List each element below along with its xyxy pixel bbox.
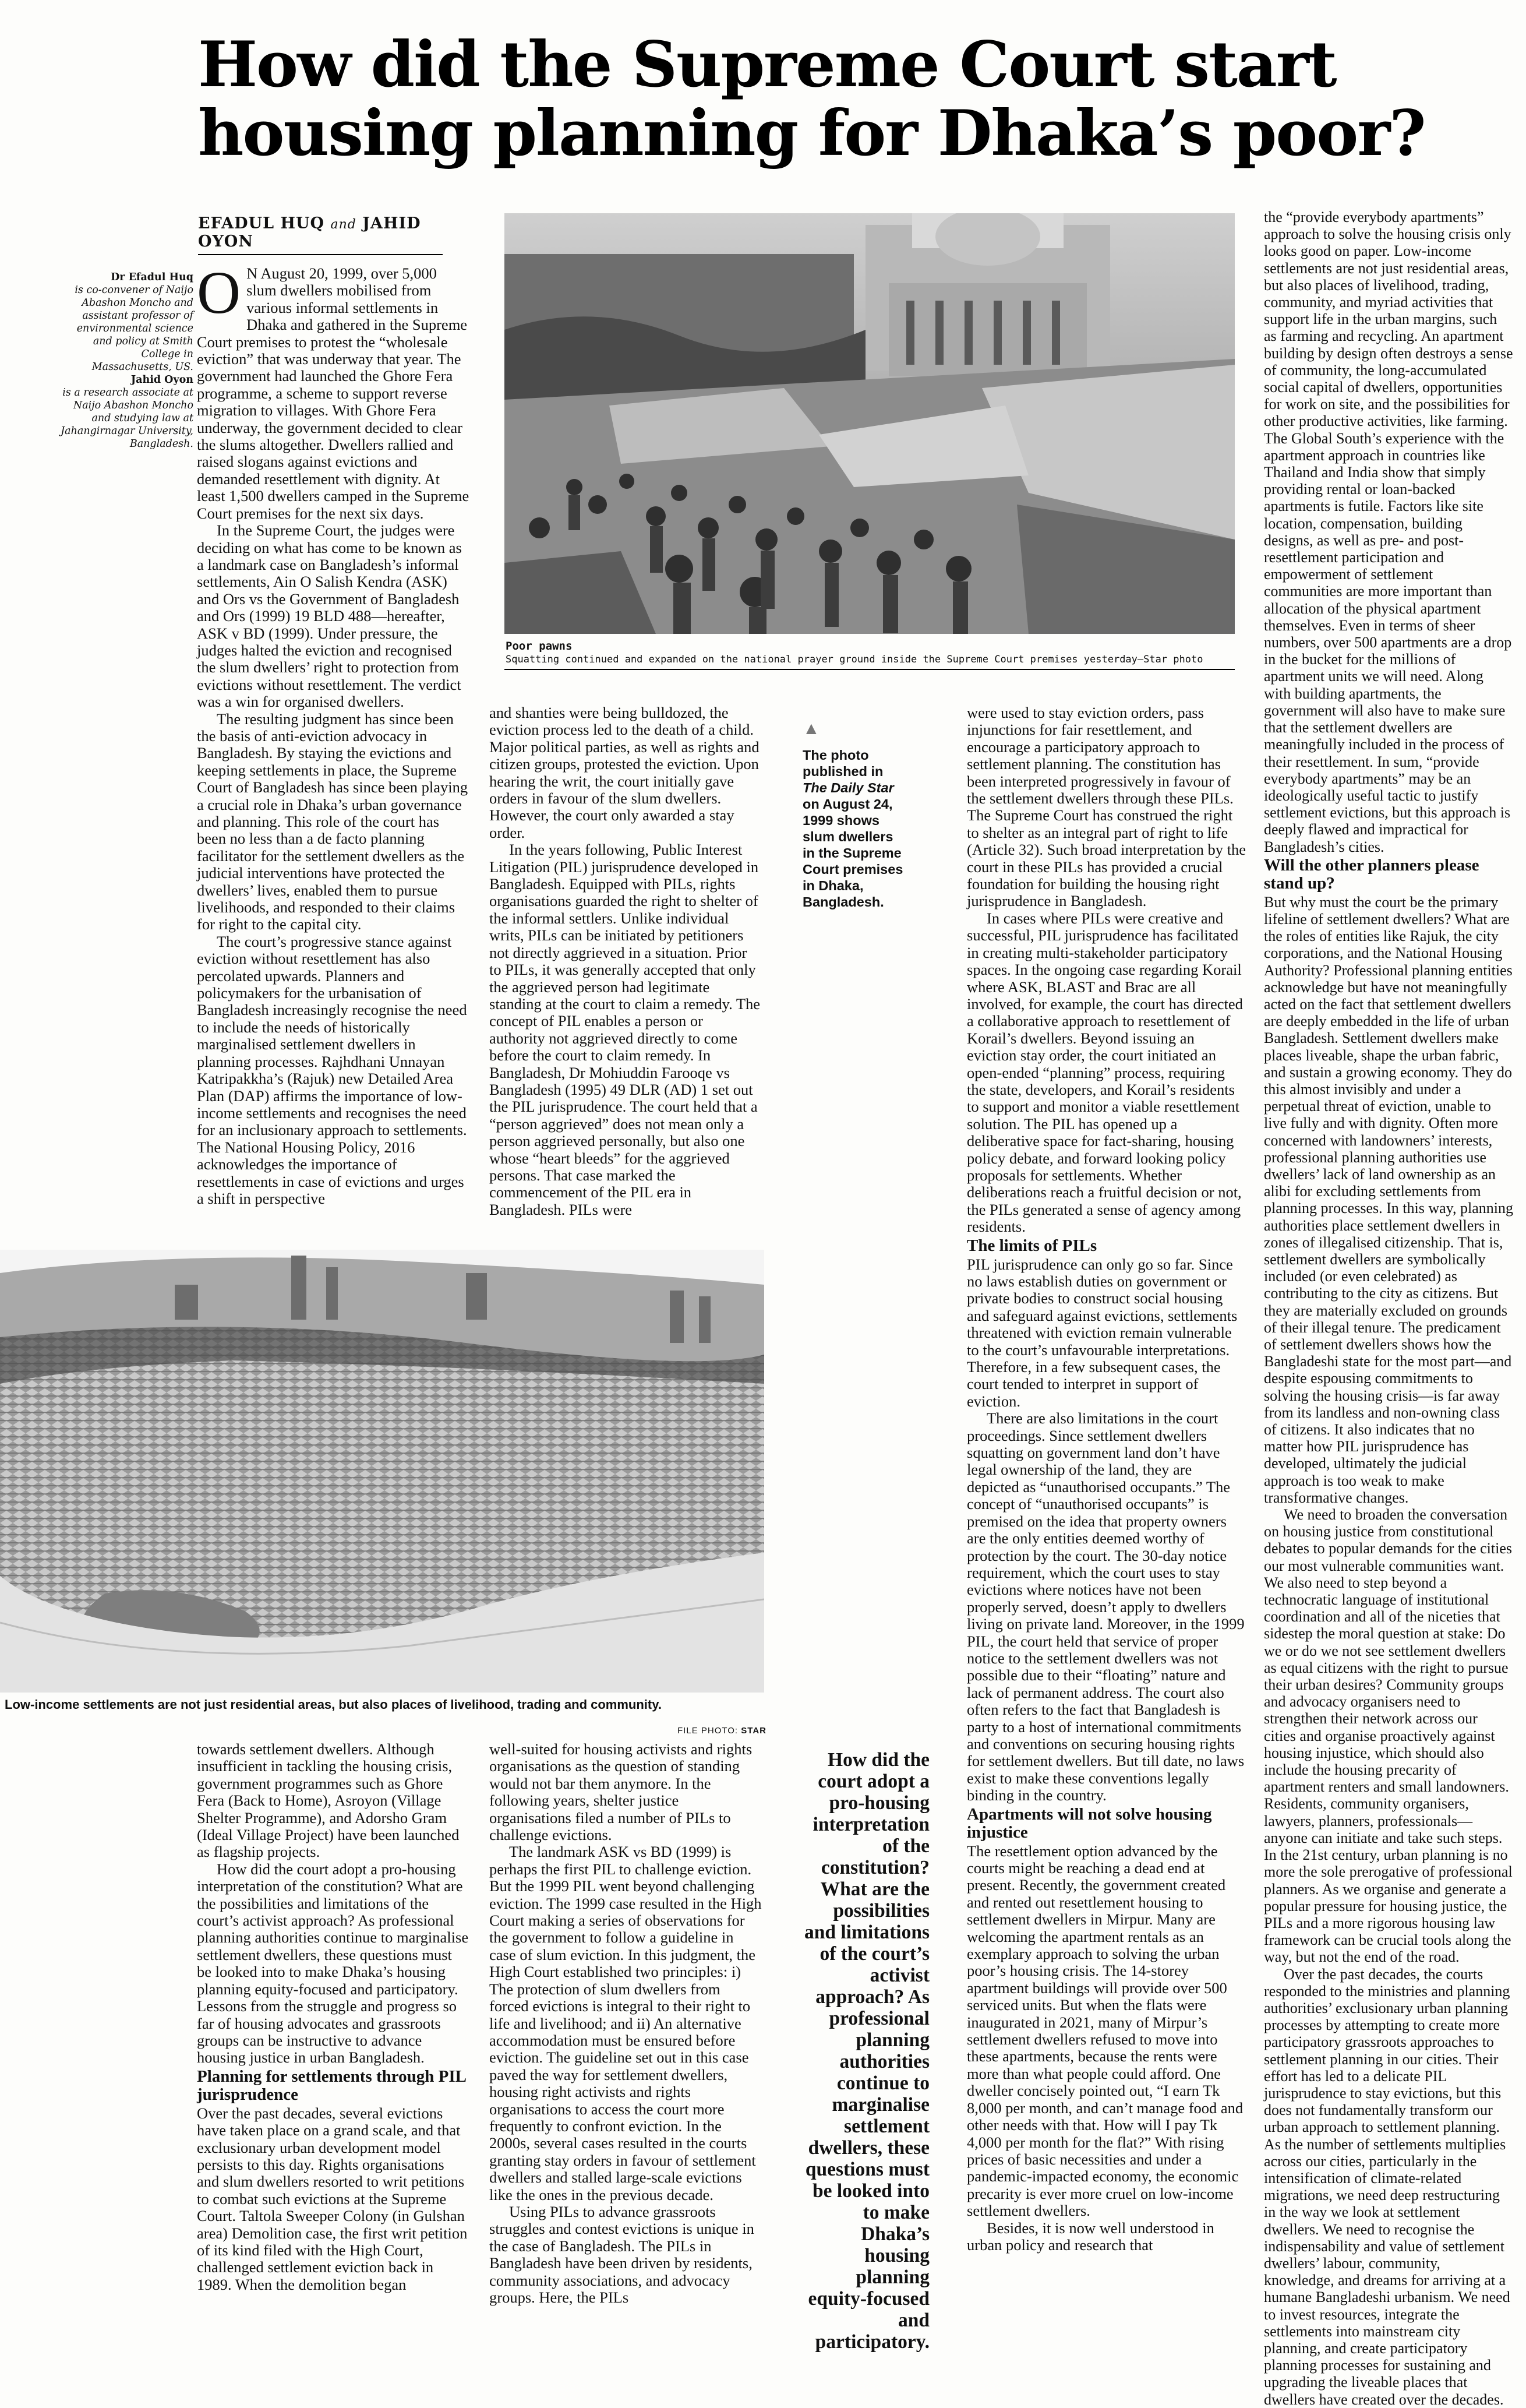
paragraph: In the Supreme Court, the judges were deciding on what has come to be known as a landmark case on Bangladesh’s informal settlements, Ain O Salish Kendra (ASK) and Ors vs the Government of Bangladesh and Ors (1999) 19 BLD 488—hereafter, ASK v BD (1999). Under pressure, the judges halted the eviction and recognised the slum dwellers’ right to protection from evictions without resettlement. The verdict was a win for organised dwellers. bbox=[197, 521, 462, 711]
up-arrow-icon: ▲ bbox=[803, 719, 820, 738]
caption-rule bbox=[504, 669, 1235, 670]
paragraph: the “provide everybody apartments” approach to solve the housing crisis only looks good on paper. Low-income settlements are not just residential areas, but also places of livelihood, trading, community, and myriad activities that support life in the urban margins, such as farming and recycling. An apartment building by design often destroys a sense of community, the long-accumulated social capital of dwellers, opportunities for work on site, and the possibilities for other productive activities, like farming. The Global South’s experience with the apartment approach in countries like Thailand and India show that simply providing rental or loan-backed apartments is futile. Factors like site location, compensation, building designs, as well as pre- and post-resettlement participation and empowerment of settlement communities are more important than allocation of the physical apartment themselves. Even in terms of sheer numbers, over 500 apartments are a drop in the bucket for the millions of apartment units we will need. Along with building apartments, the government will also have to make sure that the settlement dwellers are meaningfully included in the process of their resettlement. In sum, “provide everybody apartments” may be an ideologically useful tactic to justify settlement evictions, but this approach is deeply flawed and impractical for Bangladesh’s cities. bbox=[1264, 209, 1513, 855]
paragraph: O N August 20, 1999, over 5,000 slum dwellers mobilised from various informal settlements in Dhaka and gathered in the Supreme Court premises to protest the “wholesale eviction” that was underway that year. The government had launched the Ghore Fera programme, a scheme to support reverse migration to villages. With Ghore Fera underway, the government decided to clear the slums altogether. Dwellers rallied and raised slogans against evictions and demanded resettlement with dignity. At least 1,500 dwellers camped in the Supreme Court premises for the next six days. bbox=[197, 259, 469, 522]
paragraph: We need to broaden the conversation on housing justice from constitutional debates to popular demands for the cities our most vulnerable communities want. We also need to step beyond a technocratic language of institutional coordination and all of the niceties that sidestep the moral question at stake: Do we or do we not see settlement dwellers as equal citizens with the right to pursue their urban desires? Community groups and advocacy organisers need to strengthen their network across our cities and organise proactively against housing injustice, which should also include the housing precarity of apartment renters and small landowners. Residents, community organisers, lawyers, planners, professionals—anyone can initiate and take such steps. In the 21st century, urban planning is no more the sole prerogative of professional planners. As we organise and generate a popular pressure for housing justice, the PILs and a more rigorous housing law framework can be crucial tools along the way, but not the end of the road. bbox=[1264, 1506, 1513, 1966]
photo-caption bbox=[506, 640, 1235, 666]
byline bbox=[198, 214, 443, 255]
paragraph: But why must the court be the primary lifeline of settlement dwellers? What are the roles of entities like Rajuk, the city corporations, and the National Housing Authority? Professional planning entities acknowledge but have not meaningfully acted on the fact that settlement dwellers are deeply embedded in the life of urban Bangladesh. Settlement dwellers make places liveable, shape the urban fabric, and sustain a growing economy. They do this almost invisibly and under a perpetual threat of eviction, unable to live fully and with dignity. Often more concerned with landowners’ interests, professional planning authorities use dwellers’ lack of land ownership as an alibi for excluding settlements from planning processes. In this way, planning authorities place settlement dwellers in zones of illegalised citizenship. That is, settlement dwellers are symbolically included (or even celebrated) as contributing to the city as citizens. But they are materially excluded on grounds of their illegal tenure. The predicament of settlement dwellers shows how the Bangladeshi state for the most part—and despite espousing commitments to solving the housing crisis—is far away from its landless and non-owning class of citizens. It also indicates that no matter how PIL jurisprudence has developed, ultimately the judicial approach is too weak to make transformative changes. bbox=[1264, 893, 1513, 1506]
paragraph: Using PILs to advance grassroots struggles and contest evictions is unique in the case of Bangladesh. The PILs in Bangladesh have been driven by residents, community associations, and advocacy groups. Here, the PILs bbox=[489, 2202, 754, 2306]
paragraph: Over the past decades, several evictions have taken place on a grand scale, and that exclusionary urban development model persists to this day. Rights organisations and slum dwellers resorted to writ petitions to combat such evictions at the Supreme Court. Taltola Sweeper Colony (in Gulshan area) Demolition case, the first writ petition of its kind filed with the High Court, challenged settlement eviction back in 1989. When the demolition began bbox=[197, 2104, 468, 2293]
paragraph: The court’s progressive stance against eviction without resettlement has also percolated upwards. Planners and policymakers for the urbanisation of Bangladesh increasingly recognise the need to include the needs of historically marginalised settlement dwellers in planning processes. Rajhdhani Unnayan Katripakkha’s (Rajuk) new Detailed Area Plan (DAP) affirms the importance of low-income settlements and recognises the need for an inclusionary approach to settlements. The National Housing Policy, 2016 acknowledges the importance of resettlements in case of evictions and urges a shift in perspective bbox=[197, 932, 467, 1207]
paragraph: How did the court adopt a pro-housing interpretation of the constitution? What are the possibilities and limitations of the court’s activist approach? As professional planning authorities continue to marginalise settlement dwellers, these questions must be looked into to make Dhaka’s housing planning equity-focused and participatory. Lessons from the struggle and progress so far of housing advocates and grassroots groups can be instructive to advance housing justice in urban Bangladesh. bbox=[197, 1860, 469, 2067]
aerial-settlement-photo bbox=[0, 1250, 764, 1693]
paragraph: and shanties were being bulldozed, the eviction process led to the death of a child. Major political parties, as well as rights and citizen groups, protested the eviction. Upon hearing the writ, the court initially gave orders in favour of the slum dwellers. However, the court only awarded a stay order. bbox=[489, 704, 760, 841]
bio-name-1: Dr Efadul Huq bbox=[111, 272, 193, 283]
paragraph: The resulting judgment has since been the basis of anti-eviction advocacy in Bangladesh. By staying the evictions and keeping settlements in place, the Supreme Court of Bangladesh has since been playing a crucial role in Dhaka’s urban governance and planning. This role of the court has been no less than a de facto planning facilitator for the settlement dwellers as the judicial interventions have protected the dwellers’ lives, enabled them to pursue livelihoods, and responded to their claims for right to the capital city. bbox=[197, 710, 468, 933]
paragraph: In cases where PILs were creative and successful, PIL jurisprudence has facilitated in creating multi-stakeholder participatory spaces. In the ongoing case regarding Korail where ASK, BLAST and Brac are all involved, for example, the court has directed a collaborative approach to resettlement of Korail’s dwellers. Beyond issuing an eviction stay order, the court initiated an open-ended “planning” process, requiring the state, developers, and Korail’s residents to support and monitor a viable resettlement solution. The PIL has opened up a deliberative space for fact-sharing, housing policy debate, and forward looking policy proposals for settlements. Whether deliberations reach a fruitful decision or not, the PILs generated a sense of agency among residents. bbox=[967, 909, 1243, 1236]
paragraph: well-suited for housing activists and rights organisations as the question of standing would not bar them anymore. In the following years, shelter justice organisations filed a number of PILs to challenge evictions. bbox=[489, 1740, 753, 1844]
paragraph: In the years following, Public Interest Litigation (PIL) jurisprudence developed in Bangladesh. Equipped with PILs, rights organisations guarded the right to shelter of the informal settlers. Unlike individual writs, PILs can be initiated by petitioners not directly aggrieved in a situation. Prior to PILs, it was generally accepted that only the aggrieved person had legitimate standing at the court to claim a remedy. The concept of PIL enables a person or authority not aggrieved directly to come before the court to claim remedy. In Bangladesh, Dr Mohiuddin Farooqe vs Bangladesh (1995) 49 DLR (AD) 1 set out the PIL jurisprudence. The court held that a “person aggrieved” does not mean only a person aggrieved personally, but also one whose “heart bleeds” for the aggrieved persons. That case marked the commencement of the PIL era in Bangladesh. PILs were bbox=[489, 841, 761, 1218]
paragraph: The landmark ASK vs BD (1999) is perhaps the first PIL to challenge eviction. But the 1999 PIL went beyond challenging eviction. The 1999 case resulted in the High Court making a series of observations for the government to follow a guideline in case of slum eviction. In this judgment, the High Court established two principles: i) The protection of slum dwellers from forced evictions is integral to their right to life and livelihood; and ii) An alternative accommodation must be ensured before eviction. The guideline set out in this case paved the way for settlement dwellers, housing right activists and rights organisations to access the court more frequently to confront eviction. In the 2000s, several cases resulted in the courts granting stay orders in favour of settlement dwellers and stalled large-scale evictions like the ones in the previous decade. bbox=[489, 1843, 762, 2203]
author-1: EFADUL HUQ bbox=[198, 214, 325, 232]
paragraph: There are also limitations in the court proceedings. Since settlement dwellers squatting on government land don’t have legal ownership of the land, they are depicted as “unauthorised occupants.” The concept of “unauthorised occupants” is premised on the idea that property owners are the only entities deemed worthy of protection by the court. The 30-day notice requirement, which the court uses to stay evictions where notices have not been properly served, doesn’t apply to dwellers living on private land. Moreover, in the 1999 PIL, the court held that service of proper notice to the settlement dwellers was not possible due to their “floating” nature and lack of permanent address. The court also often refers to the fact that Bangladesh is party to a host of international commitments and conventions on securing housing rights for settlement dwellers. But till date, no laws exist to make these conventions legally binding in the country. bbox=[967, 1409, 1245, 1804]
photo-credit: FILE PHOTO: STAR bbox=[677, 1726, 766, 1736]
article-column-6 bbox=[489, 1741, 762, 2306]
article-column-4 bbox=[1264, 209, 1513, 2408]
aerial-photo-caption: Low-income settlements are not just residential areas, but also places of livelihood, trading and community. bbox=[5, 1697, 662, 1712]
paragraph: towards settlement dwellers. Although insufficient in tackling the housing crisis, government programmes such as Ghore Fera (Back to Home), Asroyon (Village Shelter Programme), and Adorsho Gram (Ideal Village Project) have been launched as flagship projects. bbox=[197, 1740, 460, 1861]
article-column-5 bbox=[197, 1741, 469, 2293]
paragraph: PIL jurisprudence can only go so far. Since no laws establish duties on government or private bodies to construct social housing and safeguard against evictions, settlements threatened with eviction remain vulnerable to the court’s unfavourable interpretations. Therefore, in a few subsequent cases, the court tended to interpret in support of eviction. bbox=[967, 1255, 1238, 1410]
subheading-limits: The limits of PILs bbox=[967, 1236, 1097, 1255]
author-bio bbox=[58, 271, 193, 450]
paragraph: Besides, it is now well understood in urban policy and research that bbox=[967, 2219, 1214, 2254]
byline-and: and bbox=[330, 217, 356, 232]
paragraph: Over the past decades, the courts responded to the ministries and planning authorities’ exclusionary urban planning processes by attempting to create more participatory grassroots approaches to settlement planning in our cities. Their effort has led to a delicate PIL jurisprudence to stay evictions, but this does not fundamentally transform our urban approach to settlement planning. As the number of settlements multiplies across our cities, particularly in the intensification of climate-related migrations, we need deep restructuring in the way we look at settlement dwellers. We need to recognise the indispensability and value of settlement dwellers’ labour, community, knowledge, and dreams for arriving at a humane Bangladeshi urbanism. We need to invest resources, integrate the settlements into mainstream city planning, and create participatory planning processes for sustaining and upgrading the liveable places that dwellers have created over the decades. bbox=[1264, 1965, 1510, 2408]
bio-text-2: is a research associate at Naijo Abashon Moncho and studying law at Jahangirnagar University, Bangladesh. bbox=[61, 387, 193, 450]
article-column-2 bbox=[489, 704, 762, 1218]
newspaper-name: The Daily Star bbox=[803, 780, 894, 795]
photo-caption-text: Squatting continued and expanded on the national prayer ground inside the Supreme Court premises yesterday—Star photo bbox=[506, 654, 1203, 665]
bio-name-2: Jahid Oyon bbox=[130, 374, 193, 386]
bio-text-1: is co-convener of Naijo Abashon Moncho and assistant professor of environmental science and policy at Smith College in Massachusetts, US. bbox=[75, 284, 193, 373]
drop-cap: O bbox=[197, 259, 241, 326]
author-2: JAHID OYON bbox=[198, 214, 421, 251]
aerial-photo-illustration bbox=[0, 1250, 764, 1693]
subheading-pil-planning: Planning for settlements through PIL jurisprudence bbox=[197, 2067, 466, 2104]
photo-note-box: ▲ The photo published in The Daily Star on August 24, 1999 shows slum dwellers in the Supreme Court premises in Dhaka, Bangladesh. bbox=[803, 720, 906, 910]
photo-caption-label: Poor pawns bbox=[506, 640, 573, 653]
article-column-1 bbox=[197, 259, 469, 1207]
pull-quote: How did the court adopt a pro-housing interpretation of the constitution? What are the possibilities and limitations of the court’s activist approach? As professional planning authorities continue to marginalise settlement dwellers, these questions must be looked into to make Dhaka’s housing planning equity-focused and participatory. bbox=[804, 1749, 930, 2353]
article-column-3 bbox=[967, 704, 1246, 2254]
paragraph: The resettlement option advanced by the courts might be reaching a dead end at present. Recently, the government created and rented out resettlement housing to settlement dwellers in Mirpur. Many are welcoming the apartment rentals as an exemplary approach to solving the urban poor’s housing crisis. The 14-storey apartment buildings will provide over 500 serviced units. But when the flats were inaugurated in 2021, many of Mirpur’s settlement dwellers refused to move into these apartments, because the rents were more than what people could afford. One dweller concisely pointed out, “I earn Tk 8,000 per month, and can’t manage food and other needs with that. How will I pay Tk 4,000 per month for the flat?” With rising prices of basic necessities and under a pandemic-impacted economy, the economic precarity is ever more cruel on low-income settlement dwellers. bbox=[967, 1842, 1244, 2220]
supreme-court-protest-photo bbox=[504, 213, 1235, 634]
protest-photo-illustration bbox=[504, 213, 1235, 634]
subheading-planners: Will the other planners please stand up? bbox=[1264, 855, 1479, 893]
subheading-apartments: Apartments will not solve housing injustice bbox=[967, 1804, 1212, 1842]
headline: How did the Supreme Court start housing planning for Dhaka’s poor? bbox=[198, 28, 1425, 170]
paragraph: were used to stay eviction orders, pass injunctions for fair resettlement, and encourage a participatory approach to settlement planning. The constitution has been interpreted progressively in favour of the settlement dwellers through these PILs. The Supreme Court has construed the right to shelter as an integral part of right to life (Article 32). Such broad interpretation by the court in these PILs has provided a crucial foundation for building the housing right jurisprudence in Bangladesh. bbox=[967, 704, 1246, 910]
